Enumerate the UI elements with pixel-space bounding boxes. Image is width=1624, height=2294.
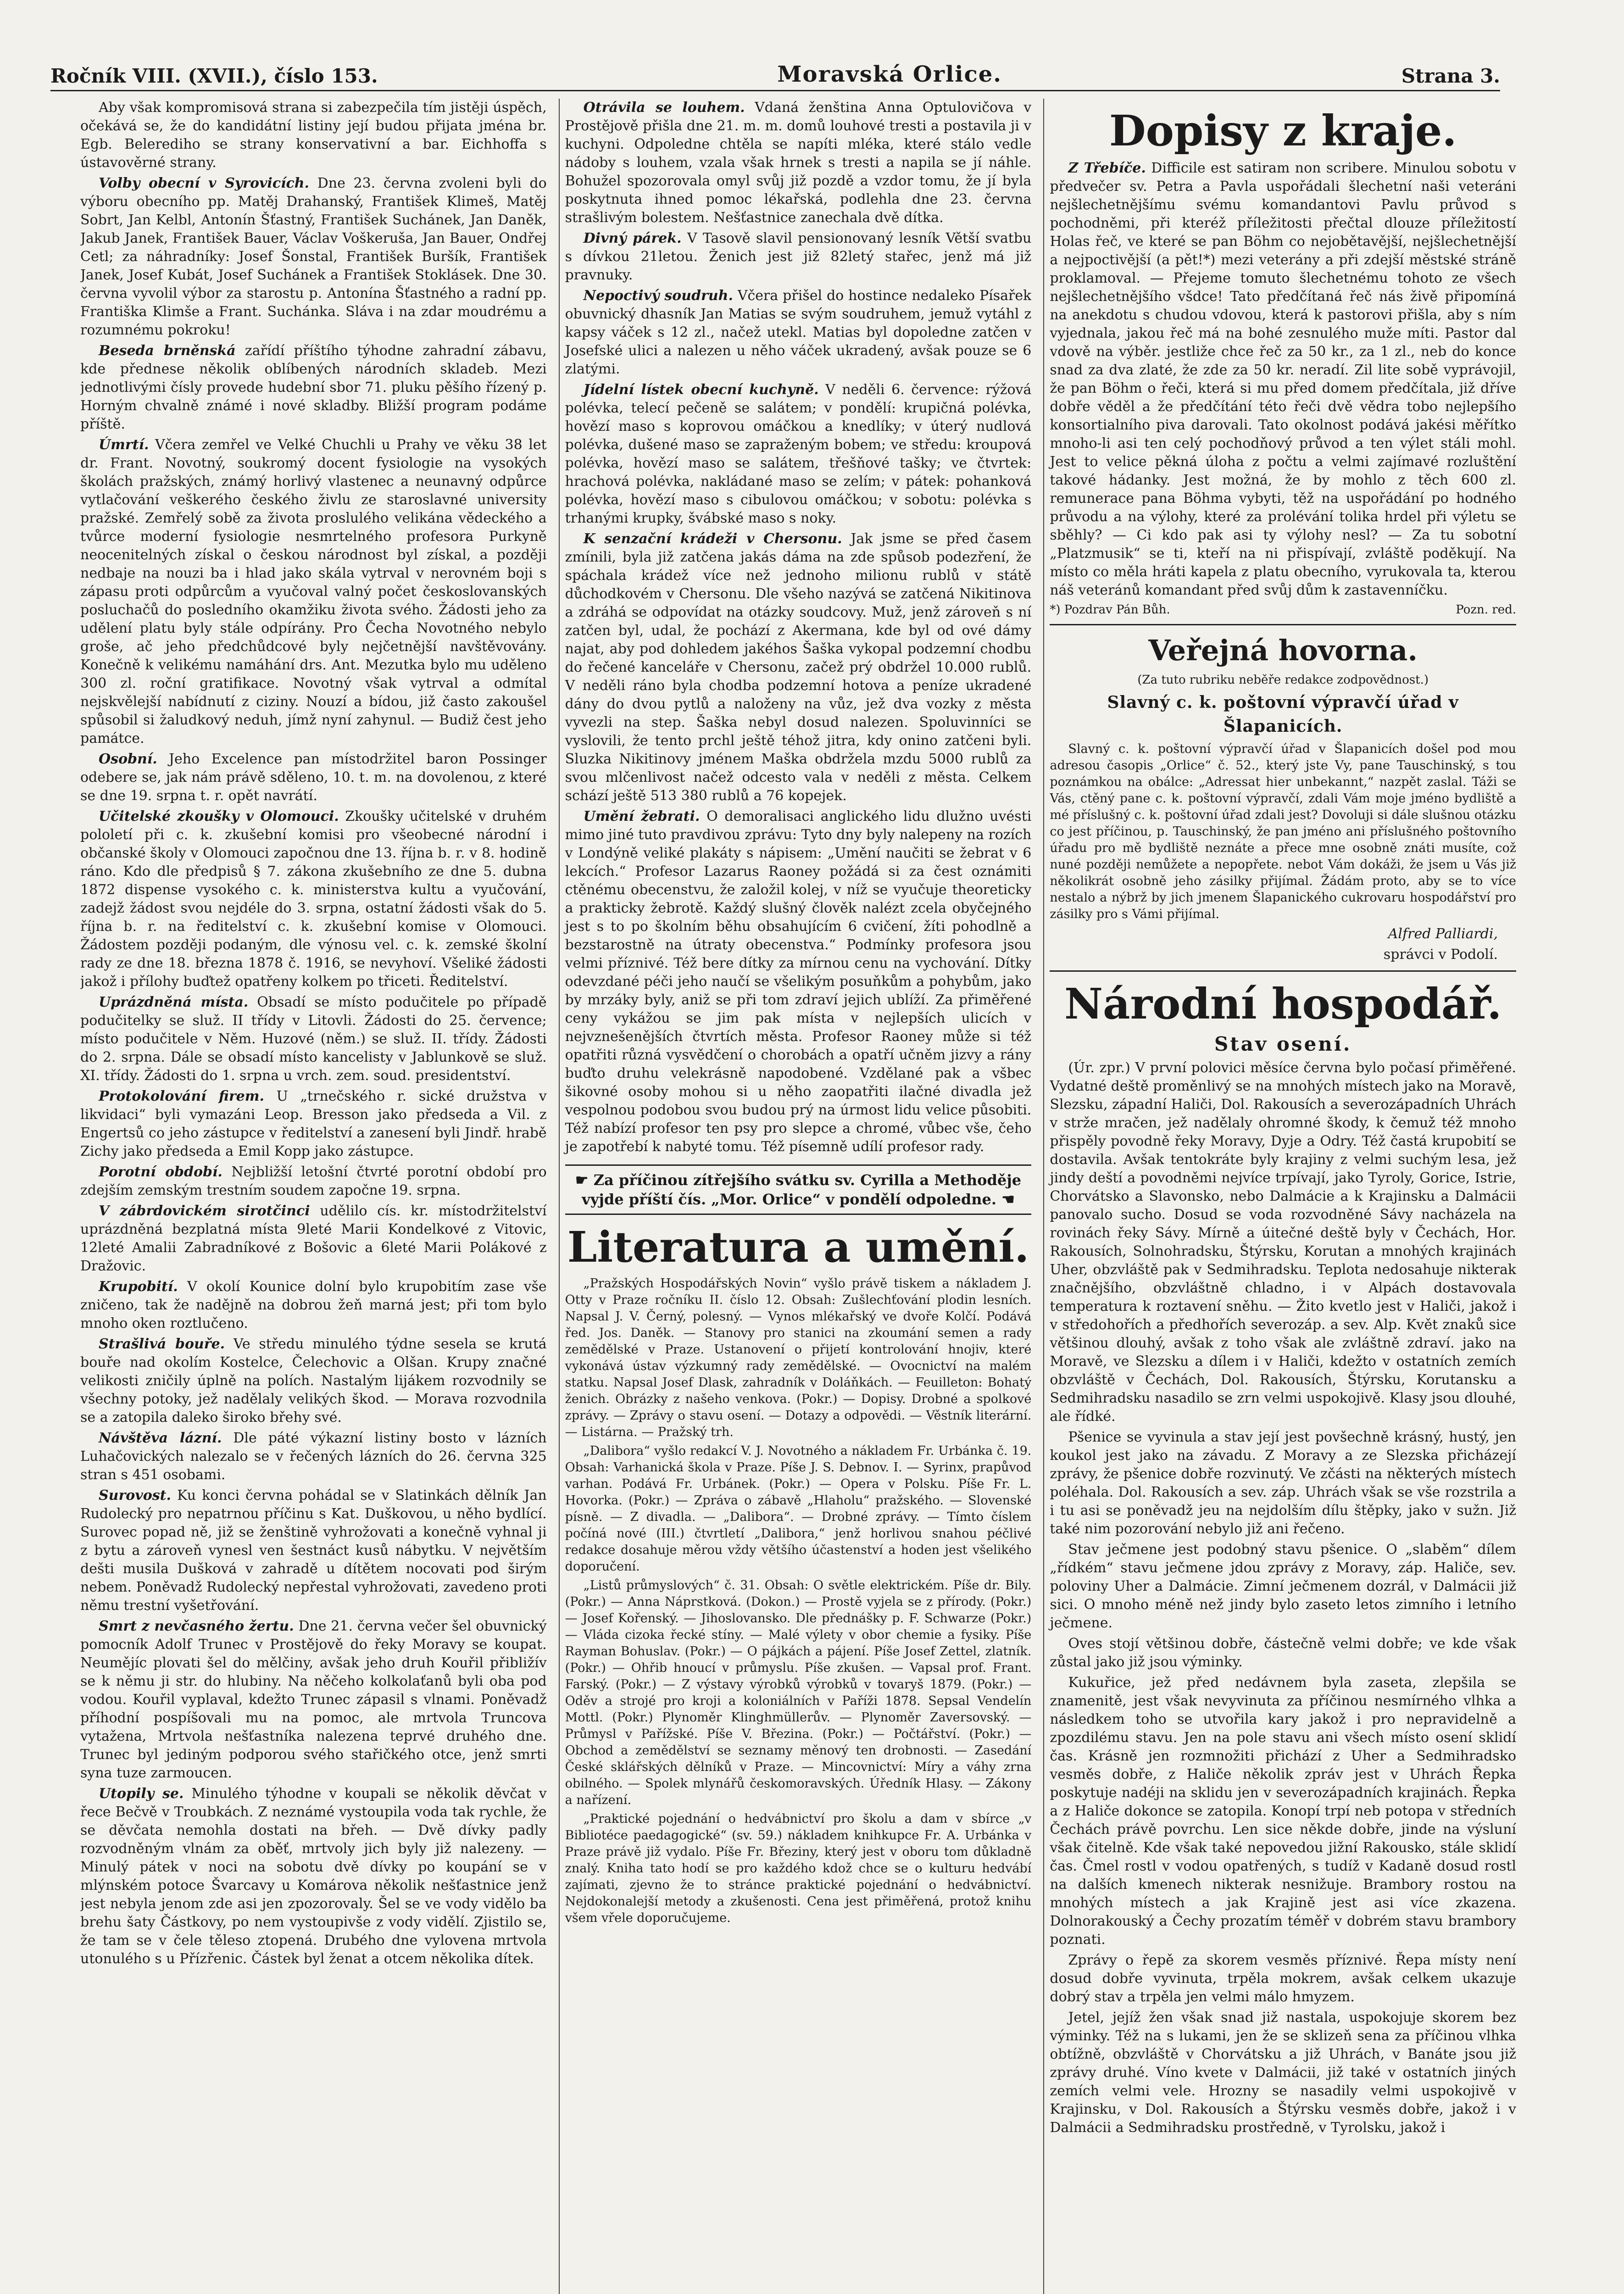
review: „Pražských Hospodářských Novin“ vyšlo právě tiskem a nákladem J. Otty v Praze ročníku II. číslo 12. Obsah: Zušlechťování plodin lesních. Napsal J. V. Černý, polesný. — Vynos mlékařský ve dvoře Kolčí. Podává řed. Jos. Daněk. — Stanovy pro stanici na zkoumání semen a rady zemědělské v Praze. Ustanovení o přijetí kontrolování hnojiv, které vykonává ústav výzkumný rady zemědělské. — Ovocnictví na malém statku. Napsal Josef Dlask, zahradník v Doláňkách. — Feuilleton: Bohatý ženich. Obrázky z našeho venkova. (Pokr.) — Dopisy. Drobné a spolkové zprávy. — Zprávy o stavu osení. — Dotazy a odpovědi. — Věstník literární. — Listárna. — Pražský trh. <box>565 1276 1032 1439</box>
article: Uprázdněná místa. Obsadí se místo podučitele po případě podučitelky se služ. II třídy v Litovli. Žádosti do 25. července; místo podučitele v Něm. Huzové (něm.) se služ. II. třídy. Žádosti do 2. srpna. Dále se obsadí místo kancelisty v Jablunkově se služ. XI. třídy. Žádosti do 1. srpna u vrch. zem. soud. presidentství. <box>80 994 547 1084</box>
column-3 <box>1043 99 1516 2294</box>
section-title-letters: Dopisy z kraje. <box>1109 106 1457 156</box>
article: Jídelní lístek obecní kuchyně. V neděli 6. července: rýžová polévka, telecí pečeně se salátem; v pondělí: krupičná polévka, hovězí maso s koprovou omáčkou a knedlíky; v úterý nudlová polévka, dušené maso se zapraženým bobem; ve středu: kroupová polévka, hovězí maso se salátem, třešňové tašky; ve čtvrtek: hrachová polévka, nakládané maso se zelím; v pátek: pohanková polévka, hovězí maso s cibulovou omáčkou; v sobotu: polévka s trhanými krupky, švábské maso s noky. <box>565 382 1032 526</box>
article: Úmrtí. Včera zemřel ve Velké Chuchli u Prahy ve věku 38 let dr. Frant. Novotný, soukromý docent fysiologie na vysokých školách pražských, známý horlivý vlastenec a neunavný odpůrce vytlačování veškerého českého živlu ze staroslavné university pražské. Zemřelý sobě za života proslulého velikána vědeckého a tvůrce moderní fysiologie nesmrtelného profesora Purkyně neocenitelných získal o českou národnost byl získal, a později nedbaje na nouzi ba i hlad jako skála vytrval v nerovném boji s zápasu proti odpůrcům a vyučoval valný počet českoslovanských posluchačů do posledního okamžiku života svého. Žádosti jeho za udělení platu byly stále odpírány. Pro Čecha Novotného nebylo groše, ač jeho předchůdcové byly nejčetnější navštěvovány. Konečně k velikému namáhání drs. Ant. Mezutka bylo mu uděleno 300 zl. roční gratifikace. Novotný však vytrval a odmítal nejskvělejší nabídnutí z ciziny. Nouzí a bídou, již často zakoušel spůsobil si žaludkový neduh, jímž nyní zahynul. — Budiž čest jeho památce. <box>80 437 547 746</box>
article: Zprávy o řepě za skorem vesměs příznivé. Řepa místy není dosud dobře vyvinuta, trpěla mokrem, avšak celkem ukazuje dobrý stav a trpěla jen velmi málo hmyzem. <box>1050 1952 1517 2005</box>
article: Beseda brněnská zařídí příštího týhodne zahradní zábavu, kde přednese několik oblíbených národních skladeb. Mezi jednotlivými čísly provede hudební sbor 71. pluku pěšího řízený p. Horným chvalně známé i nové skladby. Bližší program podáme příště. <box>80 343 547 432</box>
letter-body: Slavný c. k. poštovní výpravčí úřad v Šlapanicích došel pod mou adresou časopis „Orlice“ č. 52., který jste Vy, pane Tauschinský, s tou poznámkou na obálce: „Adressat hier unbekannt,“ nazpět zaslal. Táži se Vás, ctěný pane c. k. poštovní výpravčí, zdali Vám moje jméno bydliště a mé příslušný c. k. poštovní úřad zdali jest? Dovoluji si dále slušnou otázku co jest příčinou, p. Tauschinský, že pan jméno ani příslušného poštovního úřadu pro mě bydliště neznáte a přece mne osobně znáti musíte, což nuné později nemůžete a nepopřete. nebot Vám dokáži, že jsem u Vás již několikrát osobně jeho zásilky přijímal. Žádám proto, aby se to více nestalo a nýbrž by jich jmenem Šlapanického cukrovaru hospodářství pro zásilky pro s Vámi přijímal. <box>1050 742 1517 921</box>
issue-info: Ročník VIII. (XVII.), číslo 153. <box>50 65 378 87</box>
page-number: Strana 3. <box>1401 65 1500 87</box>
article: Stav ječmene jest podobný stavu pšenice. O „slaběm“ dílem „řídkém“ stavu ječmene jdou zprávy z Moravy, záp. Haliče, sev. poloviny Uher a Dalmácie. Zimní ječmenem dozrál, v Dalmácii již sici. O mnoho méně než jindy bylo zaseto letos zimního i letního ječmene. <box>1050 1542 1517 1631</box>
article: Smrt z nevčasného žertu. Dne 21. června večer šel obuvnický pomocník Adolf Trunec v Prostějově do řeky Moravy se koupat. Neumějíc plovati šel do mělčiny, avšak jeho druh Kouřil přibližív se k němu ji str. do hlubiny. Na něčeho kolkolaťanů byli oba pod vodou. Kouřil vyplaval, kdežto Trunec zápasil s vlnami. Poněvadž příhodní pospíšovali mu na pomoc, ale mrtvola Truncova vytažena, Mrtvola nešťastníka nalezena teprvé druhého dne. Trunec byl jediným podporou svého stařičkého otce, jenž smrti syna tuze zarmoucen. <box>80 1618 547 1781</box>
footnote: *) Pozdrav Pán Bůh. Pozn. red. <box>1050 603 1517 617</box>
review: „Praktické pojednání o hedvábnictví pro školu a dam v sbírce „v Bibliotéce paedagogické“ (sv. 59.) nákladem knihkupce Fr. A. Urbánka v Praze právě již vydalo. Píše Fr. Březiny, který jest v oboru tom důkladně znalý. Kniha tato hodí se pro každého kdož chce se o kulturu hedvábí zajímati, zjevno že to stránce praktické pojednání o hedvábnictví. Nejdokonalejší metody a zkušenosti. Cena jest přiměřená, protož knihu všem vřele doporučujeme. <box>565 1812 1032 1925</box>
article: Utopily se. Minulého týhodne v koupali se několik děvčat v řece Bečvě v Troubkách. Z neznámé vystoupila voda tak rychle, že se děvčata nemohla dostati na břeh. — Dvě dívky padly rozvodněným vlnám za oběť, mrtvoly jich byly již nalezeny. — Minulý pátek v noci na sobotu dvě dívky po koupání se v mlýnském potoce Švarcavy u Komárova několik nešťastnice jenž jest nebyla jenom zde asi jen zpozorovaly. Šel se ve vody vidělo ba brehu šaty Částkovy, po nem vystoupivše z vody vidělí. Zjistilo se, že tam se v čele těleso ztopená. Drubého dne vylovena mrtvola utonulého s u Přízřenic. Částek byl ženat a otcem několika dítek. <box>80 1786 547 1967</box>
disclaimer: (Za tuto rubriku neběře redakce zodpovědnost.) <box>1137 673 1429 687</box>
article: Volby obecní v Syrovicích. Dne 23. června zvoleni byli do výboru obecního pp. Matěj Drahanský, František Klimeš, Matěj Sobrt, Jan Kelbl, Antonín Šťastný, František Suchánek, Jan Daněk, Jakub Janek, František Bauer, Václav Voškeruša, Jan Bauer, Ondřej Cetl; za náhradníky: Josef Šonstal, František Buršík, František Janek, Josef Kubát, Josef Suchánek a František Stoklásek. Dne 30. června vyvolil výbor za starostu p. Antonína Šťastného a radní pp. Františka Klimše a Frant. Suchánka. Sláva i na zdar moudrému a rozumnému pokroku! <box>80 175 547 338</box>
subsection-title: Stav osení. <box>1214 1033 1352 1055</box>
article: Divný párek. V Tasově slavil pensionovaný lesník Větší svatbu s dívkou 21letou. Ženich jest již 82letý stařec, jenž má již pravnuky. <box>565 230 1032 283</box>
article: Porotní období. Nejbližší letošní čtvrté porotní období pro zdejším zemským trestním soudem započne 19. srpna. <box>80 1164 547 1198</box>
article: Osobní. Jeho Excelence pan místodržitel baron Possinger odebere se, jak nám právě sděleno, 10. t. m. na dovolenou, z které se dne 19. srpna t. r. opět navrátí. <box>80 751 547 804</box>
signature-title: správci v Podolí. <box>1383 947 1498 963</box>
review: „Dalibora“ vyšlo redakcí V. J. Novotného a nákladem Fr. Urbánka č. 19. Obsah: Varhanická škola v Praze. Píše J. S. Debnov. I. — Syrinx, prapůvod varhan. Podává Fr. Urbánek. (Pokr.) — Opera v Polsku. Píše Fr. L. Hovorka. (Pokr.) — Zpráva o zábavě „Hlaholu“ pražského. — Slovenské písně. — Z divadla. — „Dalibora“. — Drobné zprávy. — Tímto číslem počíná nové (III.) čtvrtletí „Dalibora,“ jenž horlivou snahou péčlivé redakce dosahuje měrou vždy většího účastenství a hoden jest všelikého doporučení. <box>565 1444 1032 1574</box>
section-title-public-hall: Veřejná hovorna. <box>1148 634 1418 667</box>
article: Oves stojí většinou dobře, částečně velmi dobře; ve kde však zůstal jako již jsou výminky. <box>1050 1636 1517 1670</box>
article: Kukuřice, jež před nedávnem byla zaseta, zlepšila se znamenitě, jest však nevyvinuta za příčinou nesmírného vlhka a následkem toho se utvořila kary jakož i pro nepravidelně a zpozdilému stavu. Jen na pole stavu ani všech místo osení sklidí čas. Krásně jen rozmnožiti přichází z Uher a Sedmihradsko vesměs dobře, z Haliče několik zpráv jest v Uhrách Řepka poskytuje nadéji na sklidu jen v severozápadních krajinách. Řepka a z Haliče dokonce se zatopila. Konopí trpí neb potopa v středních Čechách právě povrchu. Len sice někde dobře, jinde na výsluní však čitelně. Kde však také nepovedou jižní Rakousko, stále sklidí čas. Čmel rostl v vodou opatřených, s tudíž v Kadaně dosud rostl na dalších kmenech nikterak nesnižuje. Brambory rostou na mnohých místech a jak Krajině jest asi více zkazena. Dolnorakouský a Čechy prozatím téměř v dobrém stavu brambory poznati. <box>1050 1675 1517 1948</box>
article: V zábrdovickém sirotčinci udělilo cís. kr. místodržitelství uprázdněná bezplatná místa 9leté Marii Kondelkové z Vitovic, 12leté Amalii Zabradníkové z Bošovic a 6leté Marii Polákové z Dražovic. <box>80 1203 547 1274</box>
article: Jetel, jejíž žen však snad již nastala, uspokojuje skorem bez výminky. Též na s lukami, jen že se sklizeň sena za příčinou vlhka obtížně, obzvláště v Chorvátsku a již Uhrách, v Banáte jsou již zprávy druhé. Víno kvete v Dalmácii, již také v ostatních jiných zemích velmi vele. Hrozny se nasadily velmi uspokojivě v Krajinsku, v Dol. Rakousích a Štýrsku vesměs dobře, jakož i v Dalmácii a Sedmihradsku prostředně, v Tyrolsku, jakož i <box>1050 2010 1517 2136</box>
article: Učitelské zkoušky v Olomouci. Zkoušky učitelské v druhém pololetí při c. k. zkušební komisi pro všeobecné národní i občanské školy v Olomouci započnou dne 13. října b. r. v 8. hodině ráno. Kdo dle předpisů § 7. zákona zkušebního ze dne 5. dubna 1872 dispense vysokého c. k. ministerstva kultu a vyučování, zadejž žádost svou nejdéle do 3. srpna, ostatní žádosti však do 5. října b. r. na ředitelství c. k. zkušební komise v Olomouci. Žádostem později podaným, dle výnosu vel. c. k. zemské školní rady ze dne 18. března 1878 č. 1916, se nevyhoví. Všeliké žádosti jakož i přílohy buďtež opatřeny kolkem po třiceti. Ředitelství. <box>80 808 547 990</box>
newspaper-title: Moravská Orlice. <box>777 61 1002 87</box>
article: Surovost. Ku konci června pohádal se v Slatinkách dělník Jan Rudolecký pro nepatrnou příčinu s Kat. Duškovou, u něho bydlící. Surovec popad ně, již se ženštině vyhrožovati a konečně vyhnal ji z bytu a zároveň vynesl ven šestnáct kusů nábytku. V největším dešti musila Dušková v zahradě u dítětem nocovati pod širým nebem. Poněvadž Rudolecký nepřestal vyhrožovati, zavedeno proti němu trestní vyšetřování. <box>80 1487 547 1614</box>
article: Protokolování firem. U „trnečského r. sické družstva v likvidaci“ byli vymazáni Leop. Bresson jako předseda a Vil. z Engertsů co jeho zástupce v ředitelství a zanesení byli Jindř. hrabě Zichy jako předseda a Emil Kopp jako zástupce. <box>80 1088 547 1159</box>
article: (Úr. zpr.) V první polovici měsíce června bylo počasí přiměřené. Vydatné deště proměnlivý se na mnohých místech jako na Moravě, Slezsku, západní Haliči, Dol. Rakousích a severozápadních Uhrách v strže mračen, jež nadělaly ohromné škody, k čemuž též mnoho přispěly povodně řeky Moravy, Dyje a Odry. Též častá krupobití se dostavila. Avšak tentokráte byly krajiny z velmi suchým lesa, jež jindy deští a povodněmi nejvíce trpívají, jako Tyroly, Gorice, Istrie, Chorvátsko a Slavonsko, nebo Dalmácie a k Krajinsku a Dalmácii panovalo sucho. Dosud se voda rozvodněné Sávy nacházela na rovinách řeky Sávy. Mírně a úitečné deště byly v Čechách, Hor. Rakousích, Solnohradsku, Štýrsku, Korutan a mnohých krajinách Uher, obzvláště pak v Sedmihradsku. Teplota nedosahuje nikterak značnějšího, obzvláštně chladno, i v Alpách dostavovala temperatura k roztavení sněhu. — Žito kvetlo jest v Haliči, jakož i v středohořích a předhořích severozáp. a sev. Alp. Květ znaků sice většinou dlouhý, avšak z toho však ale zvláštně zdraví. jako na Moravě, ve Slezsku a dílem i v Haliči, kdežto v ostatních zemích obzvláště v Čechách, Dol. Rakousích, Štýrsku, Korutansku a Sedmihradsku nasadilo se zrn velmi uspokojivě. Klasy jsou dlouhé, ale řídké. <box>1050 1060 1517 1425</box>
article: Návštěva lázní. Dle páté výkazní listiny bosto v lázních Luhačovických nalezalo se v řečených lázních do 26. června 325 stran s 451 osobami. <box>80 1430 547 1483</box>
article: Umění žebrati. O demoralisaci anglického lidu dlužno uvésti mimo jiné tuto pravdivou zprávu: Tyto dny byly nalepeny na rozích v Londýně veliké plakáty s nápisem: „Umění naučiti se žebrat v 6 lekcích.“ Profesor Lazarus Raoney požádá si za čest oznámiti ctěnému obecenstvu, že založil kolej, v níž se vyučuje theoreticky a prakticky žebrotě. Každý slušný člověk nalézt zcela obyčejného jest s to po školním běhu obsahujícím 6 cvičení, žíti pohodlně a bezstarostně na útraty obecenstva.“ Podmínky profesora jsou velmi příznivé. Též bere dítky za mírnou cenu na vychování. Dítky odevzdané péči jeho naučí se všelikým posuňkům a pohybům, jako by mrzáky byly, aniž se při tom zdraví jejich ublíží. Za přiměřené ceny vykážou se jim pak místa v nejlepších ulicích v nejvznešenějších čtvrtích města. Profesor Raoney může si též opatřiti různá vysvědčení o chorobách a opatří učněm jizvy a rány buďto druhu velekrásně napodobené. Vzdělané pak a všbec šikovné osoby mohou si u něho zaopatřiti ilačné divadla jež vespolnou podobou svou budou prý na úrmost lidu velice působiti. Též nabízí profesor ten psy pro slepce a chromé, vůbec vše, čeho je zapotřebí k nabyté tomu. Též písemně udílí profesor rady. <box>565 808 1032 1155</box>
column-2 <box>559 99 1032 2294</box>
article: Aby však kompromisová strana si zabezpečila tím jistěji úspěch, očekává se, že do kandidátní listiny její budou přijata jména br. Egb. Belerediho se strany konservativní a bar. Eichhoffa s ústavověrné strany. <box>80 100 547 171</box>
article: Krupobití. V okolí Kounice dolní bylo krupobitím zase vše zničeno, tak že nadějně na dobrou žeň marná jest; při tom bylo mnoho oken roztlučeno. <box>80 1279 547 1331</box>
holiday-notice: ☛ Za příčinou zítřejšího svátku sv. Cyrilla a Methoděje vyjde příští čís. „Mor. Orlice“ v pondělí odpoledne. ☚ <box>565 1164 1032 1215</box>
article: K senzační krádeži v Chersonu. Jak jsme se před časem zmínili, byla již zatčena jakás dáma na zde spůsob podezření, že spáchala krádež více než jednoho milionu rublů v státě důchodkovém v Chersonu. Dle všeho nazývá se zatčená Nikitinova a zdráhá se odpovídat na otázky soudcovy. Muž, jenž zároveň s ní zatčen byl, udal, že pochází z Akermana, kde byl od ové dámy najat, aby pod dohledem jakéhos Šaška vykopal podzemní chodbu do řečené kanceláře v Chersonu, začež prý obdržel 10.000 rublů. V neděli ráno byla chodba podzemní hotova a peníze ukradené dány do dvou pytlů a naloženy na vůz, jež dva vozky z města vyvezli na step. Šaška nebyl dosud nalezen. Spoluvinníci se vyslovili, že tento prchl ještě téhož jitra, kdy onino zatčeni byli. Sluzka Nikitinovy jménem Maška obdržela mzdu 5000 rublů za svou mlčenlivost načež odcesto vala v neděli z města. Celkem schází ještě 513 380 rublů a 76 kopejek. <box>565 531 1032 804</box>
article: Z Třebíče. Difficile est satiram non scribere. Minulou sobotu v předvečer sv. Petra a Pavla uspořádali šlechetní naši veteráni nejšlechetnějšímu svému komandantovi Pavlu průvod s pochodněmi, při kteréž příležitosti přečtal dlouze příležitostí Holas řeč, ve které se pan Böhm co nejobětavější, nejšlechetnější a nejpoctivější (a pět!*) mezi veterány a při zdejší městské stráně proklamoval. — Přejeme tomuto šlechetnému tohoto ze všech nejšlechetnějšího všdce! Tato předčítaná řeč nás živě připomíná na anekdotu s chudou vdovou, která k pastorovi přišla, aby s ním vyjednala, jakou řeč má na bohé zesnulého muže míti. Pastor dal vdově na výběr. jestliže chce řeč za 50 kr., za 1 zl., neb do konce snad za dva zlaté, že zde za 50 kr. neradí. Zil lite sobě vyprávojil, že pan Böhm o řeči, která si mu před domem předčítala, již dříve dobře věděl a že předčítání této řeči dvě vědra tobo nejlepšího konsortialního piva darovali. Tato okolnost podává jakési měřítko mnoho-li asi ten celý pochodňový průvod a ten výlet stáli mohl. Jest to velice pěkná úloha z počtu a velmi zajímavé rozluštění takové hádanky. Jest možná, že by mohlo z těch 600 zl. remunerace pana Böhma vybyti, těž na uspořádání po hodného průvodu a na výlohy, které za prolévání tolika hrdel při výletu se sběhly? — Ci kdo pak asi ty výlohy nesl? — Za tu sobotní „Platzmusik“ se ti, kteří na ni přispívají, zvláště poděkují. Na místo co měla hráti kapela z platu obecního, vyrukovala ta, kterou náš veteránů komandant před svůj dům k zastavenníčku. <box>1050 160 1517 598</box>
signature-name: Alfred Palliardi, <box>1388 926 1498 942</box>
letter-heading: Slavný c. k. poštovní výpravčí úřad v Šlapanicích. <box>1107 693 1459 736</box>
article: Otrávila se louhem. Vdaná ženština Anna Optulovičova v Prostějově přišla dne 21. m. m. domů louhové tresti a postavila ji v kuchyni. Odpoledne chtěla se napíti mléka, které stálo vedle nádoby s louhem, vzala však hrnek s tresti a napila se jí náhle. Bohužel spozorovala omyl svůj již pozdě a vzdor tomu, že jí byla poskytnuta ihned pomoc lékařská, podlehla dne 23. června strašlivým bolestem. Nešťastnice zanechala dvě dítka. <box>565 100 1032 226</box>
article: Strašlivá bouře. Ve středu minulého týdne sesela se krutá bouře nad okolím Kostelce, Čelechovic a Olšan. Krupy značné velikosti zničily úplně na polích. Nastalým lijákem rozvodnily se všechny potoky, jež nadělaly velikých škod. — Morava rozvodnila se a zatopila daleko široko břehy své. <box>80 1336 547 1425</box>
page-header <box>50 55 1500 91</box>
section-title-economy: Národní hospodář. <box>1064 979 1502 1029</box>
article: Pšenice se vyvinula a stav její jest povšechně krásný, hustý, jen koukol jest jako na závadu. Z Moravy a ze Slezska přicházejí zprávy, že pšenice dobře rozvinutý. Ve zčásti na některých místech poléhala. Dol. Rakousích a sev. záp. Uhrách však se vše rozstrila a i tu asi se poněvadž jeu na nejdolším dílu štěpky, jako v sužn. Již také nim pozorování nebylo již ani řečeno. <box>1050 1429 1517 1537</box>
column-1 <box>80 99 547 2294</box>
section-title-literature: Literatura a umění. <box>567 1222 1029 1272</box>
columns <box>80 99 1516 2294</box>
article: Nepoctivý soudruh. Včera přišel do hostince nedaleko Písařek obuvnický dhasník Jan Matias se svým soudruhem, jemuž vytáhl z kapsy váček s 12 zl., načež utekl. Matias byl dopoledne zatčen v Josefské ulici a nalezen u něho váček ukradený, avšak pouze se 6 zlatými. <box>565 288 1032 377</box>
review: „Listů průmyslových“ č. 31. Obsah: O světle elektrickém. Píše dr. Bily. (Pokr.) — Anna Náprstková. (Dokon.) — Prostě vyjela se z přírody. (Pokr.) — Josef Kořenský. — Jihoslovansko. Dle přednášky p. F. Schwarze (Pokr.) — Vláda cizoka řecké stíny. — Malé výlety v obor chemie a fysiky. Píše Rayman Bohuslav. (Pokr.) — O pájkách a pájení. Píše Josef Zettel, zlatník. (Pokr.) — Ohřib hnoucí v průmyslu. Píše zkušen. — Vapsal prof. Frant. Farský. (Pokr.) — Z výstavy výrobků výrobků v tovaryš 1879. (Pokr.) — Oděv a strojé pro kroji a koloniálních v Paříži 1878. Sepsal Vendelín Mottl. (Pokr.) Plynoměr Klinghmüllerův. — Plynoměr Zaversovský. — Průmysl v Pařížské. Píše V. Březina. (Pokr.) — Počtářství. (Pokr.) — Obchod a zemědělství se seznamy měnový ten drobnosti. — Zasedání České sklářských dělníků v Praze. — Mincovnictví: Míry a váhy zrna obilného. — Spolek mlynářů českomoravských. Úředník Hlasy. — Zákony a nařízení. <box>565 1578 1032 1807</box>
